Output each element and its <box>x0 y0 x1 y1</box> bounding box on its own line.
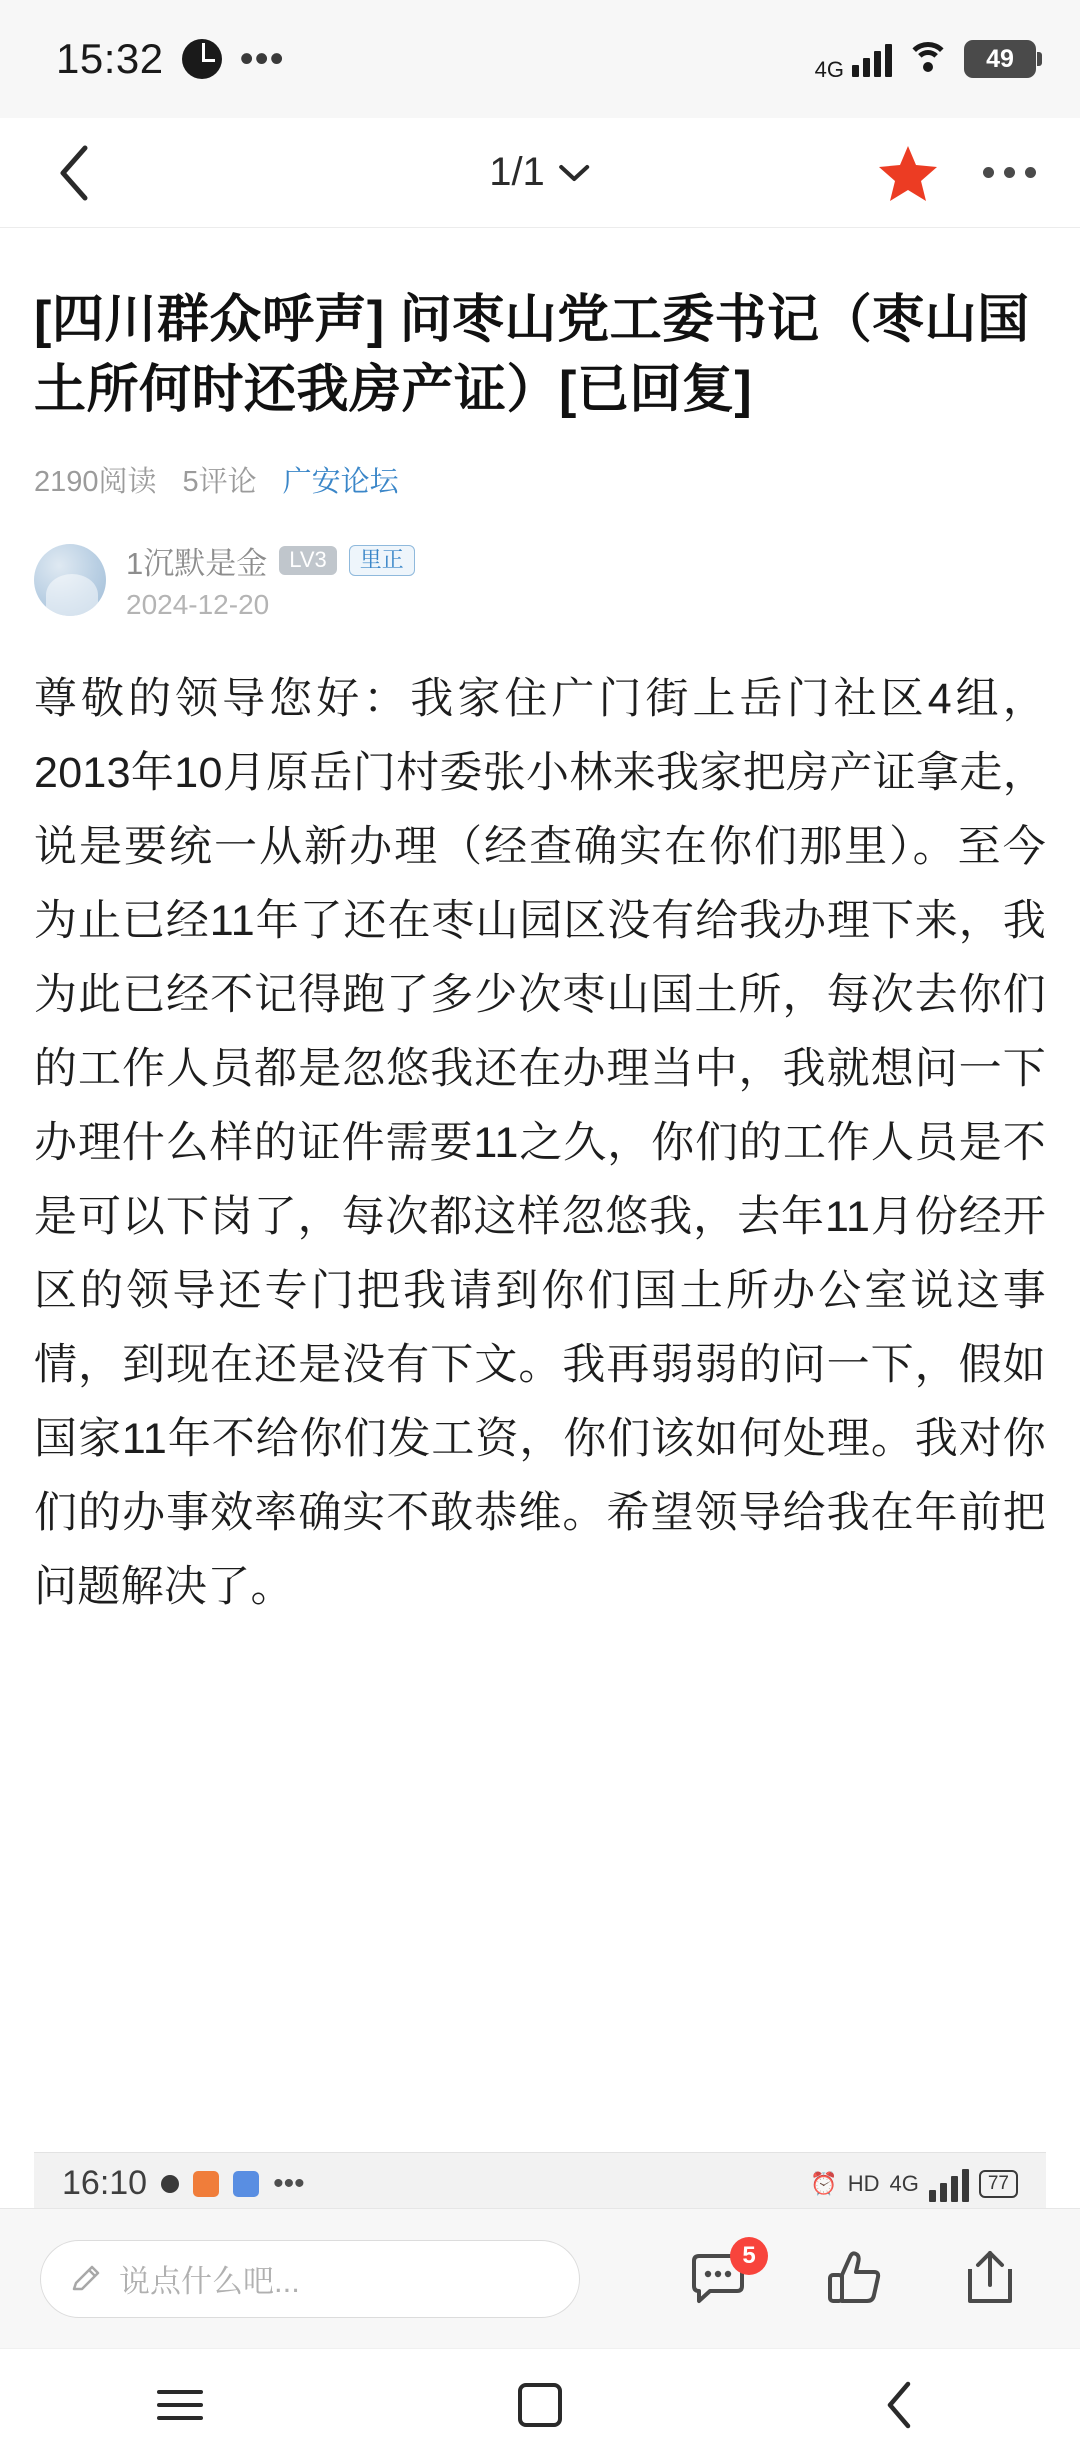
comment-count: 5评论 <box>182 466 257 499</box>
peek-battery-percent: 77 <box>979 2170 1018 2198</box>
page-indicator: 1/1 <box>489 150 545 194</box>
like-button[interactable] <box>822 2247 886 2311</box>
level-badge: LV3 <box>279 546 337 575</box>
peek-alarm-icon: ⏰ <box>810 2170 838 2196</box>
back-button[interactable] <box>40 138 110 208</box>
post-body: 尊敬的领导您好：我家住广门街上岳门社区4组，2013年10月原岳门村委张小林来我家把房产证拿走，说是要统一从新办理（经查确实在你们那里）。至今为止已经11年了还在枣山园区没有给我办理下来，我为此已经不记得跑了多少次枣山国土所，每次去你们的工作人员都是忽悠我还在办理当中，我就想问一下办理什么样的证件需要11之久，你们的工作人员是不是可以下岗了，每次都这样忽悠我，去年11月份经开区的领导还专门把我请到你们国土所办公室说这事情，到现在还是没有下文。我再弱弱的问一下，假如国家11年不给你们发工资，你们该如何处理。我对你们的办事效率确实不敢恭维。希望领导给我在年前把问题解决了。 <box>34 675 1046 1611</box>
page-indicator-control[interactable] <box>489 150 591 195</box>
peek-signal-icon <box>929 2166 969 2202</box>
nav-bar-right <box>877 142 1040 204</box>
peek-overflow-dots-icon: ••• <box>273 2166 305 2200</box>
alarm-icon <box>182 39 222 79</box>
peek-status-right <box>810 2166 1018 2202</box>
author-line <box>126 538 415 583</box>
system-back-button[interactable] <box>840 2365 960 2445</box>
action-icons <box>686 2241 1040 2311</box>
thumbs-up-icon <box>822 2247 886 2311</box>
nav-bar <box>0 118 1080 228</box>
forum-link[interactable]: 广安论坛 <box>282 466 399 499</box>
comment-button[interactable] <box>686 2241 756 2311</box>
peek-network-label: 4G <box>889 2170 919 2196</box>
post-date: 2024-12-20 <box>126 589 270 621</box>
post-content[interactable] <box>0 228 1080 2208</box>
chevron-left-icon <box>55 142 95 204</box>
status-bar-left <box>56 35 285 83</box>
menu-icon <box>157 2390 203 2420</box>
status-time: 15:32 <box>56 35 164 82</box>
chevron-down-icon <box>557 162 591 184</box>
role-badge: 里正 <box>349 545 415 576</box>
system-navigation-bar <box>0 2348 1080 2460</box>
avatar[interactable] <box>34 544 106 616</box>
more-dots-icon[interactable] <box>979 157 1040 188</box>
peek-dot-icon <box>161 2175 179 2193</box>
overflow-dots-icon: ••• <box>239 37 285 81</box>
home-button[interactable] <box>480 2365 600 2445</box>
network-type-label: 4G <box>814 57 844 82</box>
comment-input-placeholder: 说点什么吧... <box>119 2264 300 2299</box>
author-info <box>126 538 415 621</box>
wifi-icon <box>906 42 950 76</box>
author-row <box>34 538 1046 621</box>
page-title: [四川群众呼声] 问枣山党工委书记（枣山国土所何时还我房产证）[已回复] <box>34 291 1030 419</box>
home-square-icon <box>518 2383 562 2427</box>
comment-input[interactable] <box>40 2240 580 2318</box>
post-meta <box>34 459 1046 500</box>
share-button[interactable] <box>958 2247 1022 2311</box>
read-count: 2190阅读 <box>34 466 157 499</box>
battery-icon <box>964 40 1036 78</box>
recents-button[interactable] <box>120 2365 240 2445</box>
status-bar <box>0 0 1080 118</box>
status-bar-right <box>815 35 1036 83</box>
share-icon <box>958 2247 1022 2311</box>
peek-status-left <box>62 2164 305 2203</box>
signal-bars-icon <box>852 41 892 77</box>
peek-hd-icon: HD <box>847 2170 880 2196</box>
peek-app-icon-orange <box>193 2171 219 2197</box>
peek-time: 16:10 <box>62 2164 148 2202</box>
battery-percent: 49 <box>986 44 1014 73</box>
embedded-screenshot-peek <box>34 2152 1046 2208</box>
star-icon[interactable] <box>877 142 939 204</box>
peek-app-icon-blue <box>233 2171 259 2197</box>
action-bar <box>0 2208 1080 2348</box>
chevron-left-icon <box>883 2379 917 2431</box>
peek-status-bar <box>34 2153 1046 2208</box>
comment-count-badge: 5 <box>730 2237 768 2275</box>
author-name[interactable]: 1沉默是金 <box>126 546 268 582</box>
pencil-icon <box>69 2262 103 2296</box>
